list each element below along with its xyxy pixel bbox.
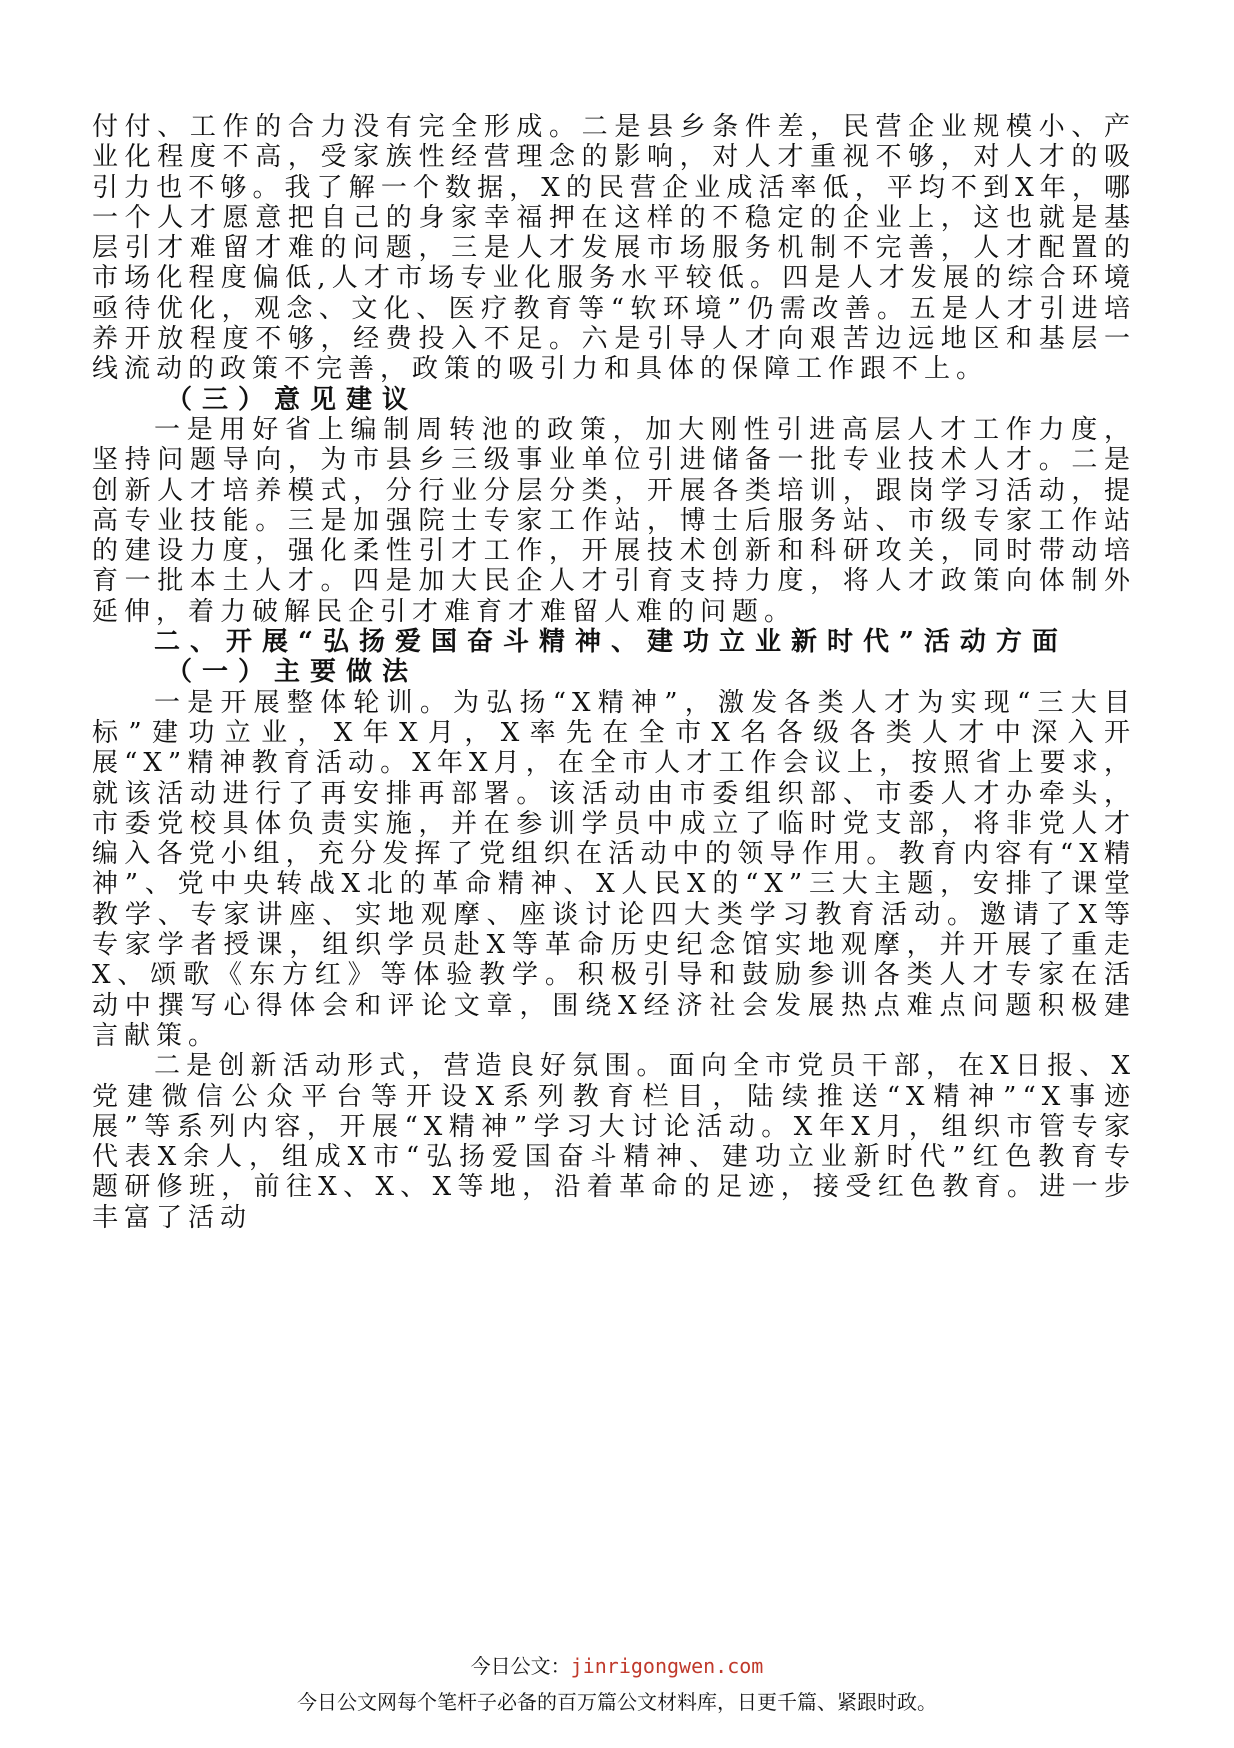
footer-source-line [0,1650,1234,1679]
section-heading-activities: 二、开展“弘扬爱国奋斗精神、建功立业新时代”活动方面 [154,627,1068,658]
paragraph-suggestions: 一是用好省上编制周转池的政策，加大刚性引进高层人才工作力度，坚持问题导向，为市县乡三级事业单位引进储备一批专业技术人才。二是创新人才培养模式，分行业分层分类，开展各类培训，跟岗学习活动，提高专业技能。三是加强院士专家工作站，博士后服务站、市级专家工作站的建设力度，强化柔性引才工作，开展技术创新和科研攻关，同时带动培育一批本土人才。四是加大民企人才引育支持力度，将人才政策向体制外延伸，着力破解民企引才难育才难留人难的问题。 [92,414,1136,627]
paragraph-innovation: 二是创新活动形式，营造良好氛围。面向全市党员干部，在X日报、X党建微信公众平台等开设X系列教育栏目，陆续推送“X精神”“X事迹展”等系列内容，开展“X精神”学习大讨论活动。X年X月，组织市管专家代表X余人，组成X市“弘扬爱国奋斗精神、建功立业新时代”红色教育专题研修班，前往X、X、X等地，沿着革命的足迹，接受红色教育。进一步丰富了活动 [92,1051,1136,1233]
paragraph-training: 一是开展整体轮训。为弘扬“X精神”，激发各类人才为实现“三大目标”建功立业，X年X月，X率先在全市X名各级各类人才中深入开展“X”精神教育活动。X年X月，在全市人才工作会议上，按照省上要求，就该活动进行了再安排再部署。该活动由市委组织部、市委人才办牵头，市委党校具体负责实施，并在参训学员中成立了临时党支部，将非党人才编入各党小组，充分发挥了党组织在活动中的领导作用。教育内容有“X精神”、党中央转战X北的革命精神、X人民X的“X”三大主题，安排了课堂教学、专家讲座、实地观摩、座谈讨论四大类学习教育活动。邀请了X等专家学者授课，组织学员赴X等革命历史纪念馆实地观摩，并开展了重走X、颂歌《东方红》等体验教学。积极引导和鼓励参训各类人才专家在活动中撰写心得体会和评论文章，围绕X经济社会发展热点难点问题积极建言献策。 [92,687,1136,1051]
paragraph-1: 付付、工作的合力没有完全形成。二是县乡条件差，民营企业规模小、产业化程度不高，受家族性经营理念的影响，对人才重视不够，对人才的吸引力也不够。我了解一个数据，X的民营企业成活率低，平均不到X年，哪一个人才愿意把自己的身家幸福押在这样的不稳定的企业上，这也就是基层引才难留才难的问题，三是人才发展市场服务机制不完善，人才配置的市场化程度偏低,人才市场专业化服务水平较低。四是人才发展的综合环境亟待优化，观念、文化、医疗教育等“软环境”仍需改善。五是人才引进培养开放程度不够，经费投入不足。六是引导人才向艰苦边远地区和基层一线流动的政策不完善，政策的吸引力和具体的保障工作跟不上。 [92,112,1136,385]
section-heading-suggestions: （三）意见建议 [166,384,419,415]
section-heading-main-practices: （一）主要做法 [166,657,419,688]
footer-site-link[interactable]: jinrigongwen.com [570,1654,764,1678]
document-body [92,112,1136,1233]
footer-tagline: 今日公文网每个笔杆子必备的百万篇公文材料库，日更千篇、紧跟时政。 [297,1690,937,1714]
footer-source-label: 今日公文： [470,1654,571,1678]
